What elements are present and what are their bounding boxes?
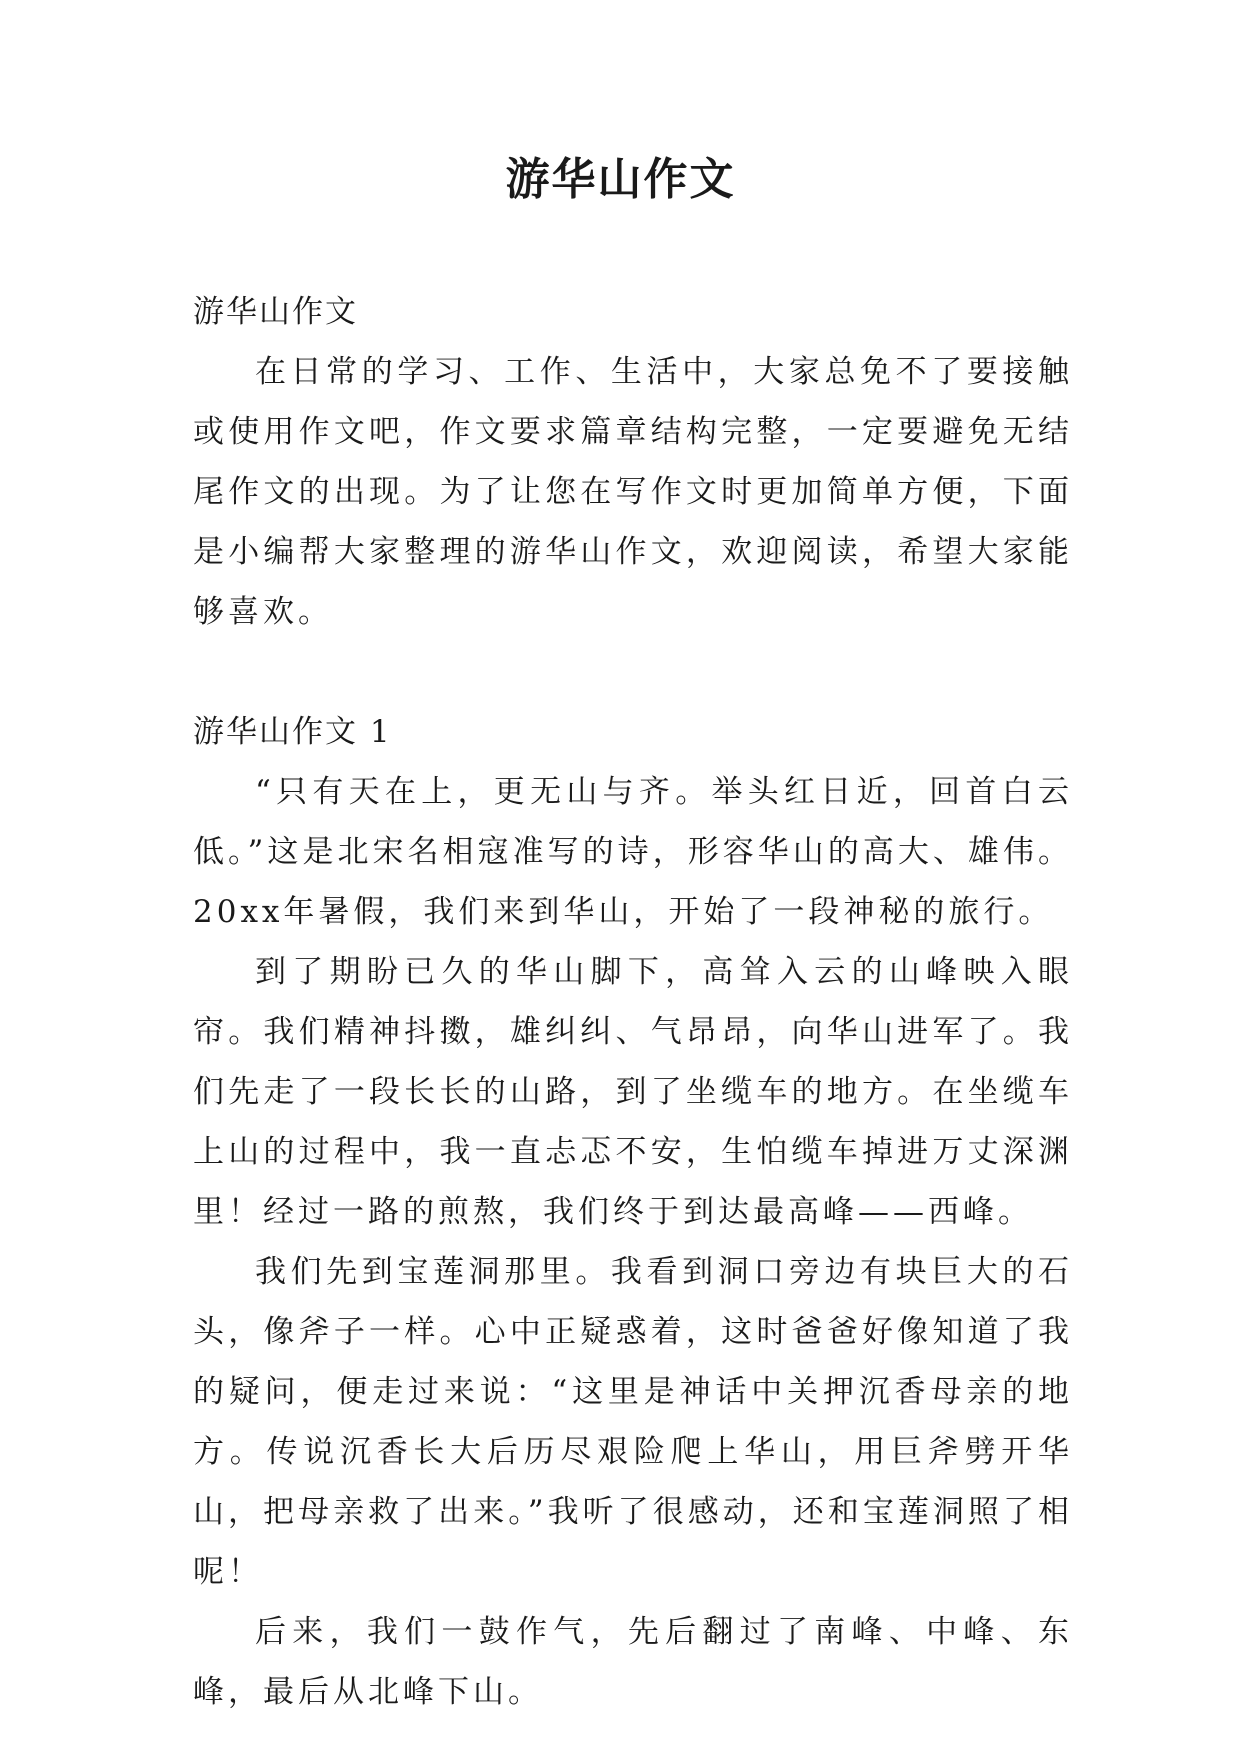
document-title: 游华山作文: [505, 154, 736, 205]
essay-1-paragraph: 后来，我们一鼓作气，先后翻过了南峰、中峰、东峰，最后从北峰下山。: [193, 1614, 1073, 1710]
essay-1-paragraph: 到了期盼已久的华山脚下，高耸入云的山峰映入眼帘。我们精神抖擞，雄纠纠、气昂昂，向华山进军了。我们先走了一段长长的山路，到了坐缆车的地方。在坐缆车上山的过程中，我一直忐忑不安，生怕缆车掉进万丈深渊里！经过一路的煎熬，我们终于到达最高峰——西峰。: [193, 954, 1073, 1230]
section-spacer: [193, 642, 1073, 702]
intro-heading: 游华山作文: [193, 294, 358, 330]
intro-paragraph: 在日常的学习、工作、生活中，大家总免不了要接触或使用作文吧，作文要求篇章结构完整，一定要避免无结尾作文的出现。为了让您在写作文时更加简单方便，下面是小编帮大家整理的游华山作文，欢迎阅读，希望大家能够喜欢。: [193, 354, 1073, 630]
document-body: [193, 282, 1073, 1722]
essay-1-heading: 游华山作文 1: [193, 714, 392, 750]
essay-1-paragraph: 我们先到宝莲洞那里。我看到洞口旁边有块巨大的石头，像斧子一样。心中正疑惑着，这时爸爸好像知道了我的疑问，便走过来说：“这里是神话中关押沉香母亲的地方。传说沉香长大后历尽艰险爬上华山，用巨斧劈开华山，把母亲救了出来。”我听了很感动，还和宝莲洞照了相呢！: [193, 1254, 1073, 1590]
essay-1-paragraph: “只有天在上，更无山与齐。举头红日近，回首白云低。”这是北宋名相寇准写的诗，形容华山的高大、雄伟。20xx年暑假，我们来到华山，开始了一段神秘的旅行。: [193, 774, 1073, 930]
